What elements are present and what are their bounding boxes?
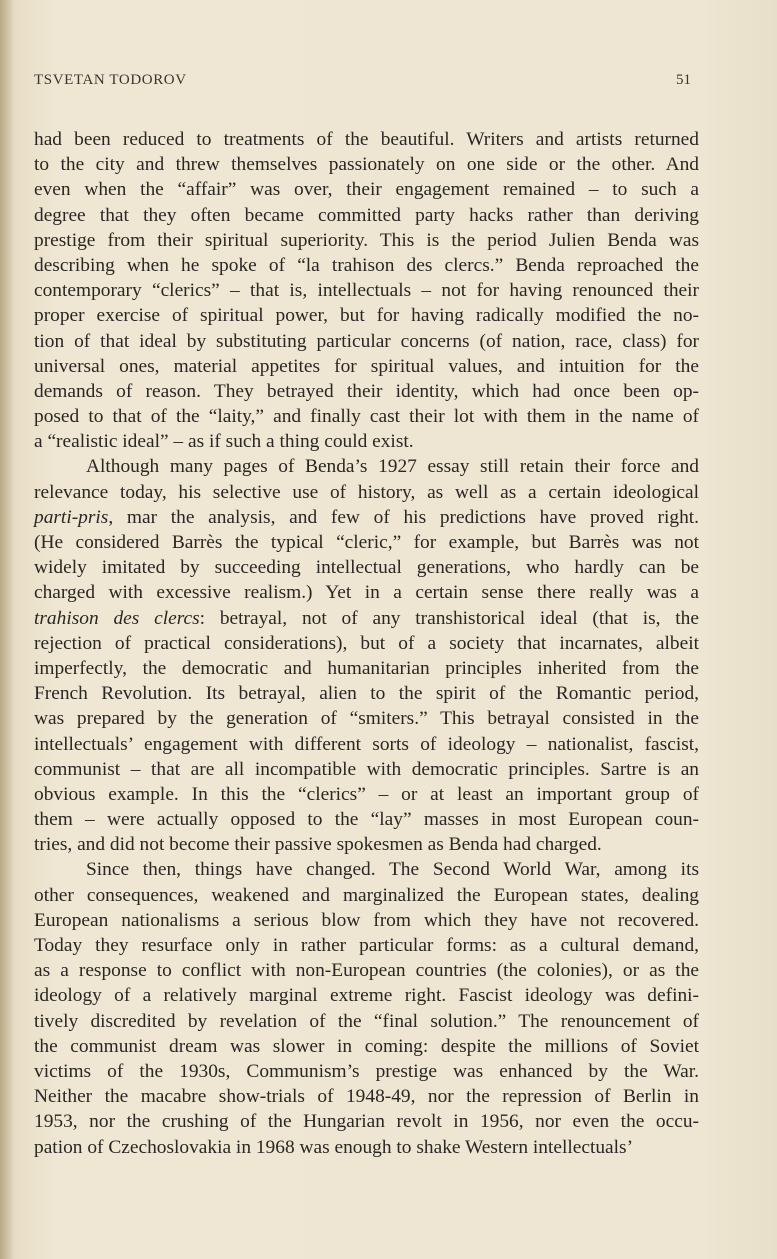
- text-line: parti-pris, mar the analysis, and few of his predictions have proved right.: [34, 506, 699, 528]
- text-line: to the city and threw themselves passionately on one side or the other. And: [34, 154, 699, 176]
- text-line: was prepared by the generation of “smiters.” This betrayal consisted in the: [34, 708, 699, 730]
- text-line: pation of Czechoslovakia in 1968 was enough to shake Western intellectuals’: [34, 1136, 634, 1158]
- text-line: tries, and did not become their passive spokesmen as Benda had charged.: [34, 834, 602, 856]
- text-line: demands of reason. They betrayed their identity, which had once been op-: [34, 380, 699, 402]
- text-line: other consequences, weakened and marginalized the European states, dealing: [34, 884, 699, 906]
- text-line: a “realistic ideal” – as if such a thing could exist.: [34, 431, 414, 453]
- text-line: French Revolution. Its betrayal, alien to the spirit of the Romantic period,: [34, 683, 699, 705]
- text-line: tion of that ideal by substituting particular concerns (of nation, race, class) for: [34, 330, 699, 352]
- text-line: posed to that of the “laity,” and finally cast their lot with them in the name of: [34, 406, 699, 428]
- text-line: even when the “affair” was over, their engagement remained – to such a: [34, 179, 699, 201]
- text-line: contemporary “clerics” – that is, intellectuals – not for having renounced their: [34, 280, 699, 302]
- text-line: charged with excessive realism.) Yet in a certain sense there really was a: [34, 582, 699, 604]
- text-line: rejection of practical considerations), but of a society that incarnates, albeit: [34, 632, 699, 654]
- text-line: obvious example. In this the “clerics” – or at least an important group of: [34, 783, 699, 805]
- text-line: had been reduced to treatments of the beautiful. Writers and artists returned: [34, 129, 699, 150]
- text-line: as a response to conflict with non-European countries (the colonies), or as the: [34, 960, 699, 982]
- spine-shadow: [0, 0, 14, 1259]
- text-line: imperfectly, the democratic and humanitarian principles inherited from the: [34, 657, 699, 679]
- text-line: prestige from their spiritual superiority. This is the period Julien Benda was: [34, 229, 699, 251]
- text-line: relevance today, his selective use of history, as well as a certain ideological: [34, 481, 699, 503]
- paragraph: [34, 857, 699, 1159]
- paragraph: [34, 454, 699, 857]
- text-line: ideology of a relatively marginal extreme right. Fascist ideology was defini-: [34, 985, 699, 1007]
- text-line: Neither the macabre show-trials of 1948-49, nor the repression of Berlin in: [34, 1086, 699, 1108]
- text-line: Since then, things have changed. The Second World War, among its: [86, 859, 699, 881]
- text-line: intellectuals’ engagement with different sorts of ideology – nationalist, fascist,: [34, 733, 699, 755]
- text-line: 1953, nor the crushing of the Hungarian revolt in 1956, nor even the occu-: [34, 1111, 699, 1133]
- text-line: degree that they often became committed party hacks rather than deriving: [34, 204, 699, 226]
- page-header: [34, 72, 691, 94]
- running-head: TSVETAN TODOROV: [34, 72, 187, 88]
- text-line: universal ones, material appetites for spiritual values, and intuition for the: [34, 355, 699, 377]
- text-line: trahison des clercs: betrayal, not of any transhistorical ideal (that is, the: [34, 607, 699, 629]
- text-line: them – were actually opposed to the “lay” masses in most European coun-: [34, 809, 699, 831]
- text-line: communist – that are all incompatible with democratic principles. Sartre is an: [34, 758, 699, 780]
- text-line: Although many pages of Benda’s 1927 essay still retain their force and: [86, 456, 699, 478]
- text-line: describing when he spoke of “la trahison des clercs.” Benda reproached the: [34, 254, 699, 276]
- body-text: [34, 127, 699, 1160]
- text-line: (He considered Barrès the typical “cleric,” for example, but Barrès was not: [34, 532, 699, 553]
- text-line: proper exercise of spiritual power, but for having radically modified the no-: [34, 305, 699, 327]
- text-line: Today they resurface only in rather particular forms: as a cultural demand,: [34, 935, 699, 956]
- page-number: 51: [676, 72, 691, 88]
- paragraph: [34, 127, 699, 454]
- text-line: widely imitated by succeeding intellectual generations, who hardly can be: [34, 557, 699, 579]
- text-line: the communist dream was slower in coming: despite the millions of Soviet: [34, 1035, 699, 1057]
- italic-phrase: parti-pris: [34, 506, 109, 528]
- text-line: victims of the 1930s, Communism’s prestige was enhanced by the War.: [34, 1060, 699, 1082]
- text-line: tively discredited by revelation of the “final solution.” The renouncement of: [34, 1010, 699, 1032]
- text-line: European nationalisms a serious blow from which they have not recovered.: [34, 909, 699, 931]
- italic-phrase: trahison des clercs: [34, 607, 200, 629]
